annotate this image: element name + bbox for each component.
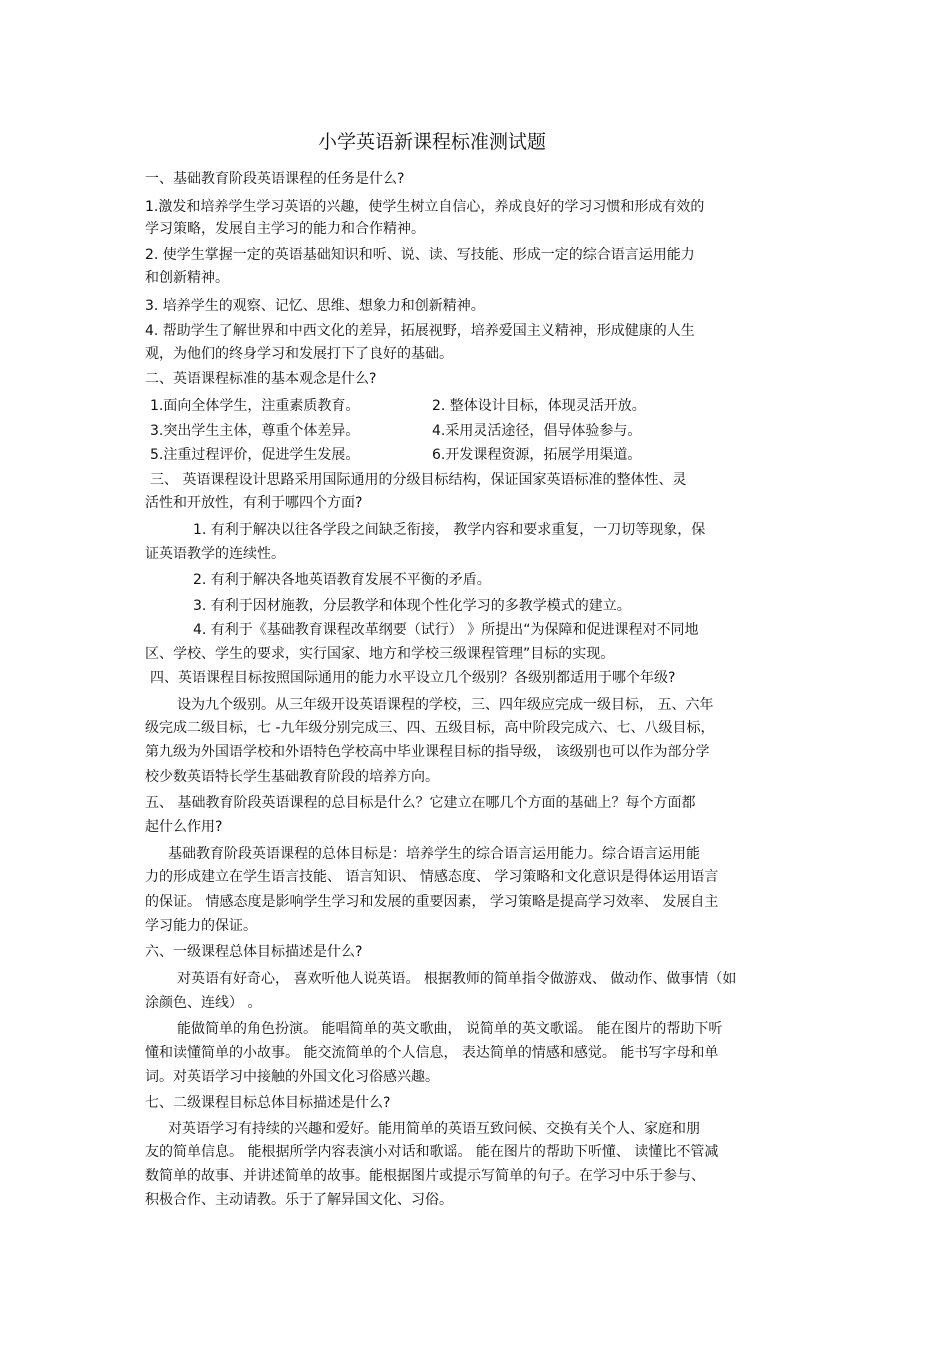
text-line: 对英语学习有持续的兴趣和爱好。能用简单的英语互致问候、交换有关个人、家庭和朋 (168, 1121, 700, 1137)
text-line: 涂颜色、连线） 。 (145, 995, 262, 1011)
text-line: 4.采用灵活途径，倡导体验参与。 (432, 423, 642, 439)
text-line: 3. 有利于因材施教，分层教学和体现个性化学习的多教学模式的建立。 (193, 598, 631, 614)
text-line: 四、英语课程目标按照国际通用的能力水平设立几个级别？各级别都适用于哪个年级? (150, 670, 676, 686)
text-line: 学习能力的保证。 (145, 918, 257, 934)
text-line: 证英语教学的连续性。 (145, 546, 285, 562)
text-line: 七、二级课程目标总体目标描述是什么? (145, 1095, 391, 1111)
text-line: 友的简单信息。 能根据所学内容表演小对话和歌谣。 能在图片的帮助下听懂、 读懂比不管减 (145, 1144, 719, 1160)
text-line: 2. 有利于解决各地英语教育发展不平衡的矛盾。 (193, 572, 491, 588)
text-line: 6.开发课程资源，拓展学用渠道。 (432, 447, 642, 463)
text-line: 1.激发和培养学生学习英语的兴趣，使学生树立自信心，养成良好的学习习惯和形成有效的 (145, 199, 705, 215)
text-line: 力的形成建立在学生语言技能、 语言知识、 情感态度、 学习策略和文化意识是得体运用语言 (145, 869, 719, 885)
text-line: 和创新精神。 (145, 270, 229, 286)
text-line: 观，为他们的终身学习和发展打下了良好的基础。 (145, 346, 453, 362)
text-line: 起什么作用? (145, 819, 223, 835)
text-line: 一、基础教育阶段英语课程的任务是什么? (145, 171, 405, 187)
text-line: 级完成二级目标，七 -九年级分别完成三、四、五级目标，高中阶段完成六、七、八级目标， (145, 720, 715, 736)
text-line: 活性和开放性，有利于哪四个方面? (145, 495, 363, 511)
document-title: 小学英语新课程标准测试题 (318, 131, 547, 153)
text-line: 4. 有利于《基础教育课程改革纲要（试行） 》所提出“为保障和促进课程对不同地 (193, 622, 699, 638)
text-line: 区、学校、学生的要求，实行国家、地方和学校三级课程管理”目标的实现。 (145, 646, 615, 662)
text-line: 二、英语课程标准的基本观念是什么? (145, 371, 377, 387)
text-line: 设为九个级别。从三年级开设英语课程的学校，三、四年级应完成一级目标， 五、六年 (177, 697, 714, 713)
text-line: 5.注重过程评价，促进学生发展。 (150, 447, 360, 463)
text-line: 3. 培养学生的观察、记忆、思维、想象力和创新精神。 (145, 298, 485, 314)
text-line: 校少数英语特长学生基础教育阶段的培养方向。 (145, 769, 439, 785)
text-line: 数简单的故事、并讲述简单的故事。能根据图片或提示写简单的句子。在学习中乐于参与、 (145, 1168, 705, 1184)
text-line: 2. 整体设计目标，体现灵活开放。 (432, 398, 646, 414)
text-line: 词。对英语学习中接触的外国文化习俗感兴趣。 (145, 1069, 439, 1085)
text-line: 学习策略，发展自主学习的能力和合作精神。 (145, 221, 425, 237)
text-line: 2. 使学生掌握一定的英语基础知识和听、说、读、写技能、形成一定的综合语言运用能力 (145, 247, 695, 263)
text-line: 能做简单的角色扮演。 能唱简单的英文歌曲， 说简单的英文歌谣。 能在图片的帮助下听 (177, 1021, 723, 1037)
text-line: 六、一级课程总体目标描述是什么? (145, 944, 363, 960)
text-line: 3.突出学生主体，尊重个体差异。 (150, 423, 360, 439)
text-line: 五、 基础教育阶段英语课程的总目标是什么？它建立在哪几个方面的基础上？每个方面都 (145, 795, 696, 811)
text-line: 积极合作、主动请教。乐于了解异国文化、习俗。 (145, 1192, 453, 1208)
text-line: 的保证。 情感态度是影响学生学习和发展的重要因素， 学习策略是提高学习效率、 发展自主 (145, 894, 719, 910)
text-line: 对英语有好奇心， 喜欢听他人说英语。 根据教师的简单指令做游戏、 做动作、做事情（如 (177, 971, 737, 987)
text-line: 第九级为外国语学校和外语特色学校高中毕业课程目标的指导级， 该级别也可以作为部分学 (145, 744, 710, 760)
text-line: 三、 英语课程设计思路采用国际通用的分级目标结构，保证国家英语标准的整体性、灵 (150, 472, 687, 488)
text-line: 基础教育阶段英语课程的总体目标是：培养学生的综合语言运用能力。综合语言运用能 (168, 846, 700, 862)
text-line: 1.面向全体学生，注重素质教育。 (150, 398, 360, 414)
text-line: 1. 有利于解决以往各学段之间缺乏衔接， 教学内容和要求重复，一刀切等现象，保 (193, 522, 706, 538)
text-line: 懂和读懂简单的小故事。 能交流简单的个人信息， 表达简单的情感和感觉。 能书写字母和单 (145, 1045, 719, 1061)
text-line: 4. 帮助学生了解世界和中西文化的差异，拓展视野，培养爱国主义精神，形成健康的人生 (145, 323, 695, 339)
